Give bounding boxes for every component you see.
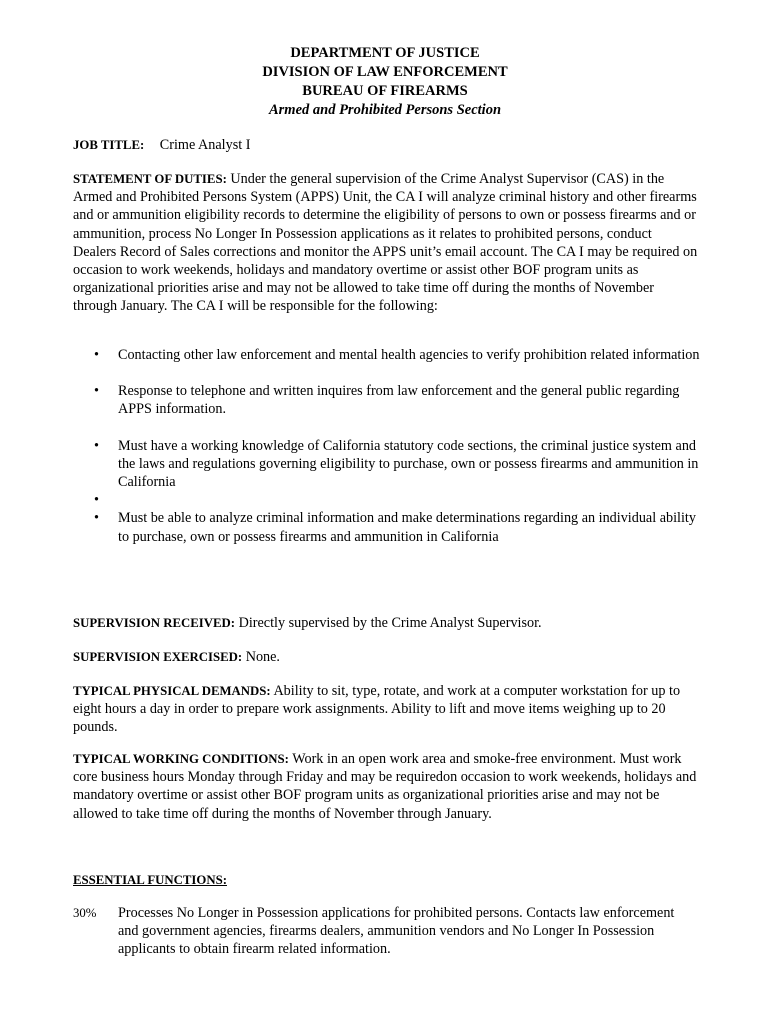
working-conditions-label: TYPICAL WORKING CONDITIONS:: [73, 752, 289, 766]
working-conditions-text: Work in an open work area and smoke-free environment. Must work core business hours Monday through Friday and may be requiredon occasion to work weekends, holidays and mandatory overtime or assist other BOF program units as organizational priorities arise and may not be allowed to take time off during the months of November through January.: [73, 751, 697, 822]
list-item: [94, 382, 704, 418]
statement-of-duties-label: STATEMENT OF DUTIES:: [73, 172, 227, 186]
job-title-value: Crime Analyst I: [159, 137, 251, 153]
supervision-received-text: Directly supervised by the Crime Analyst Supervisor.: [238, 615, 542, 631]
bullet-icon: •: [94, 383, 99, 400]
supervision-received: [73, 614, 698, 632]
division-name: DIVISION OF LAW ENFORCEMENT: [262, 64, 508, 80]
supervision-exercised-label: SUPERVISION EXERCISED:: [73, 650, 243, 664]
supervision-exercised: [73, 648, 698, 666]
physical-demands: [73, 682, 698, 737]
statement-of-duties-text: Under the general supervision of the Crime Analyst Supervisor (CAS) in the Armed and Prohibited Persons System (APPS) Unit, the CA I will analyze criminal history and other firearms and or ammunition eligibility records to determine the eligibility of persons to own or possess firearms and or ammunition, process No Longer In Possession applications as it relates to prohibited persons, conduct Dealers Record of Sales corrections and monitor the APPS unit’s email account. The CA I may be required on occasion to work weekends, holidays and mandatory overtime or assist other BOF program units as organizational priorities arise and may not be allowed to take time off during the months of November through January. The CA I will be responsible for the following:: [73, 171, 698, 315]
working-conditions: [73, 750, 698, 823]
essential-function-item: [73, 904, 698, 959]
list-item: [94, 437, 704, 492]
list-item: [94, 346, 704, 364]
bullet-text: Must have a working knowledge of California statutory code sections, the criminal justice system and the laws and regulations governing eligibility to purchase, own or possess firearms and ammunition in California: [118, 437, 699, 491]
supervision-received-label: SUPERVISION RECEIVED:: [73, 616, 236, 630]
bullet-icon: •: [94, 437, 99, 454]
bullet-icon: •: [94, 492, 99, 509]
physical-demands-label: TYPICAL PHYSICAL DEMANDS:: [73, 684, 271, 698]
bullet-icon: •: [94, 347, 99, 363]
department-name: DEPARTMENT OF JUSTICE: [290, 45, 480, 61]
statement-of-duties: [73, 170, 698, 316]
physical-demands-text: Ability to sit, type, rotate, and work at a computer workstation for up to eight hours a day in order to prepare work assignments. Ability to lift and move items weighing up to 20 pounds.: [73, 683, 681, 736]
bullet-text: Response to telephone and written inquires from law enforcement and the general public regarding APPS information.: [118, 383, 680, 418]
bureau-name: BUREAU OF FIREARMS: [302, 83, 468, 99]
list-item: [94, 509, 704, 545]
essential-function-text: Processes No Longer in Possession applications for prohibited persons. Contacts law enforcement and government agencies, firearms dealers, ammunition vendors and No Longer In Possession applicants to obtain firearm related information.: [118, 905, 675, 958]
section-name: Armed and Prohibited Persons Section: [268, 102, 502, 118]
supervision-exercised-text: None.: [245, 649, 280, 665]
duties-bullet-list: [94, 346, 704, 546]
essential-functions-heading: [73, 871, 698, 889]
bullet-text: Must be able to analyze criminal information and make determinations regarding an individual ability to purchase, own or possess firearms and ammunition in California: [118, 510, 696, 545]
bullet-text: Contacting other law enforcement and mental health agencies to verify prohibition related information: [118, 347, 700, 363]
list-item: [94, 491, 704, 509]
job-title-line: [73, 136, 698, 154]
job-title-label: JOB TITLE:: [73, 138, 145, 152]
document-header: [0, 44, 770, 120]
essential-functions-label: ESSENTIAL FUNCTIONS:: [73, 873, 227, 887]
bullet-icon: •: [94, 510, 99, 527]
essential-function-percent: 30%: [73, 906, 97, 920]
